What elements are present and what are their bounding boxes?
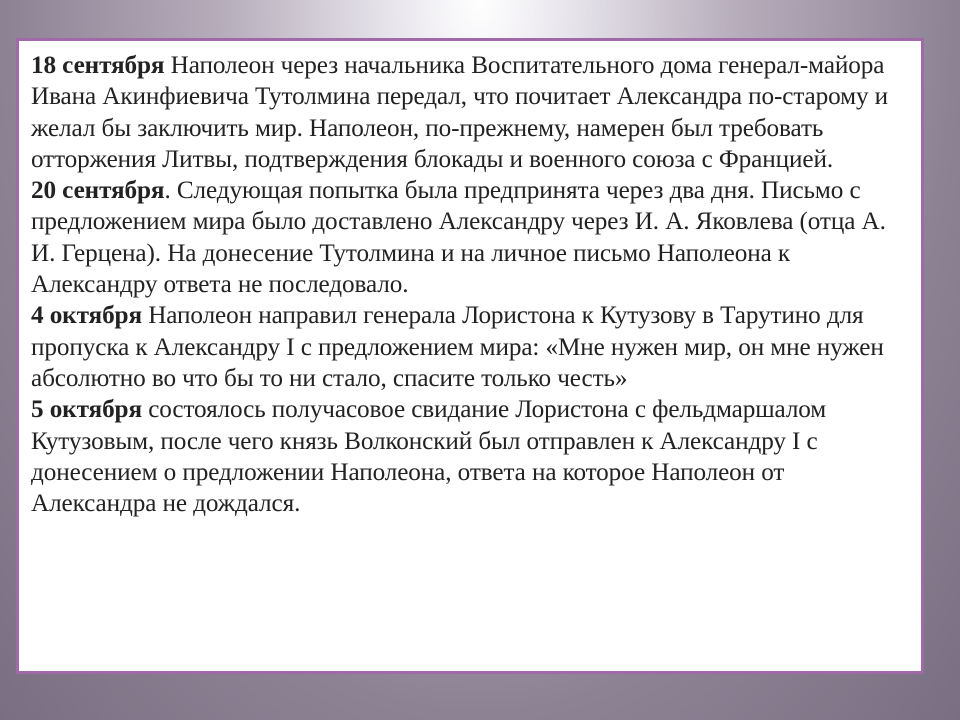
date-label: 4 октября	[31, 302, 142, 330]
text-box	[16, 38, 924, 674]
paragraph-text: состоялось получасовое свидание Лористона с фельдмаршалом Кутузовым, после чего князь Волконский был отправлен к Александру I с донесением о предложении Наполеона, ответа на которое Наполеон от Александра не дождался.	[31, 396, 827, 518]
date-label: 20 сентября	[31, 177, 165, 205]
date-label: 18 сентября	[31, 52, 165, 79]
paragraph-sep-20	[31, 175, 909, 300]
paragraph-oct-4	[31, 300, 909, 394]
paragraph-sep-18	[31, 50, 909, 175]
paragraph-oct-5	[31, 394, 909, 519]
paragraph-text: Наполеон направил генерала Лористона к Кутузову в Тарутино для пропуска к Александру I с предложением мира: «Мне нужен мир, он мне нужен абсолютно во что бы то ни стало, спасите только честь»	[31, 302, 884, 392]
date-label: 5 октября	[31, 396, 142, 424]
paragraph-text: . Следующая попытка была предпринята через два дня. Письмо с предложением мира было доставлено Александру через И. А. Яковлева (отца А. И. Герцена). На донесение Тутолмина и на личное письмо Наполеона к Александру ответа не последовало.	[31, 177, 886, 299]
paragraph-text: Наполеон через начальника Воспитательного дома генерал-майора Ивана Акинфиевича Тутолмина передал, что почитает Александра по-старому и желал бы заключить мир. Наполеон, по-прежнему, намерен был требовать отторжения Литвы, подтверждения блокады и военного союза с Францией.	[31, 52, 889, 173]
